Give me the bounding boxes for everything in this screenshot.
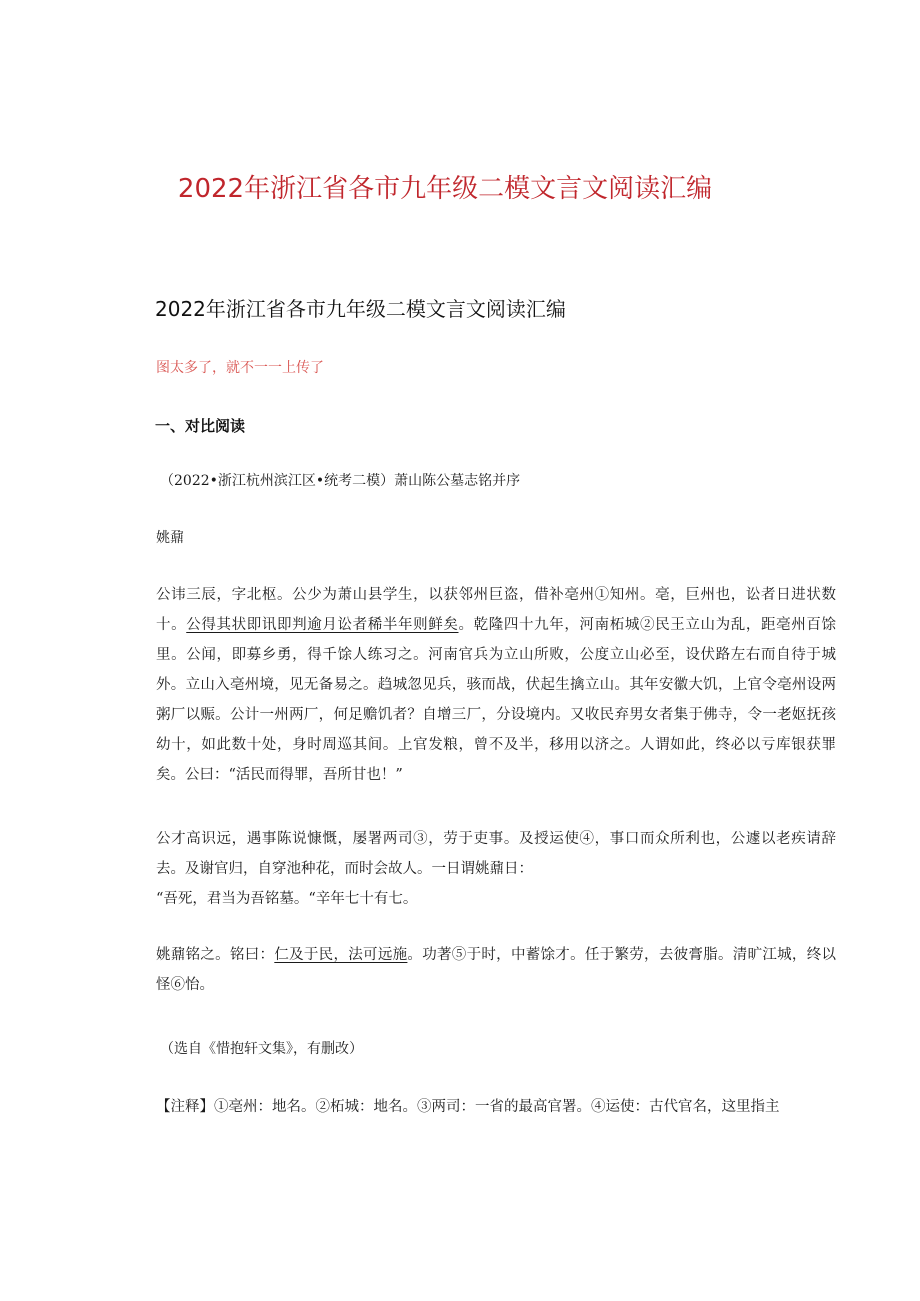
paragraph-1-text-a: 公讳三辰，字北枢。公少为萧山县学生，以获邻州巨盗，借补亳州①知州。亳，巨州也，讼者日进状数十。	[156, 587, 836, 633]
annotations: 【注释】①亳州：地名。②柘城：地名。③两司：一省的最高官署。④运使：古代官名，这里指主	[156, 1099, 780, 1115]
paragraph-1-text-b: 。乾隆四十九年，河南柘城②民王立山为乱，距亳州百馀里。公闻，即募乡勇，得千馀人练习之。河南官兵为立山所败，公度立山必至，设伏路左右而自待于城外。立山入亳州境，见无备易之。趋城忽见兵，骇而战，伏起生擒立山。其年安徽大饥，上官令亳州设两粥厂以赈。公计一州两厂，何足赡饥者？自增三厂，分设境内。又收民弃男女者集于佛寺，令一老妪抚孩幼十，如此数十处，身时周巡其间。上官发粮，曾不及半，移用以济之。人谓如此，终必以亏库银获罪矣。公曰：“活民而得罪，吾所甘也！”	[156, 617, 836, 783]
paragraph-2-line-2: “吾死，君当为吾铭墓。“辛年七十有七。	[156, 891, 418, 907]
paragraph-3-text-a: 姚鼐铭之。铭曰：	[156, 947, 275, 963]
paragraph-2-line-1: 公才高识远，遇事陈说慷慨，屡署两司③，劳于吏事。及授运使④，事口而众所利也，公遽以老疾请辞去。及谢官归，自穿池种花，而时会故人。一日谓姚鼐日：	[156, 831, 836, 877]
paragraph-2	[156, 824, 836, 914]
selected-from-note: （选自《惜抱轩文集》，有删改）	[160, 1041, 363, 1057]
document-main-title: 2022年浙江省各市九年级二模文言文阅读汇编	[177, 174, 713, 204]
source-line: （2022•浙江杭州滨江区•统考二模）萧山陈公墓志铭并序	[160, 473, 521, 489]
paragraph-1	[156, 580, 836, 790]
paragraph-3-text-b: 。功著⑤于时，中蓄馀才。任于繁劳，去彼膏脂。清旷江城，终以怪⑥怡。	[156, 947, 837, 993]
underlined-sentence-1: 公得其状即讯即判逾月讼者稀半年则鲜矣	[186, 617, 459, 633]
author-name: 姚鼐	[156, 530, 184, 546]
underlined-sentence-2: 仁及于民，法可远施	[274, 947, 408, 963]
document-sub-title: 2022年浙江省各市九年级二模文言文阅读汇编	[155, 297, 566, 321]
section-heading: 一、对比阅读	[155, 417, 246, 435]
upload-notice: 图太多了，就不一一上传了	[156, 360, 324, 376]
paragraph-3	[156, 940, 836, 1000]
